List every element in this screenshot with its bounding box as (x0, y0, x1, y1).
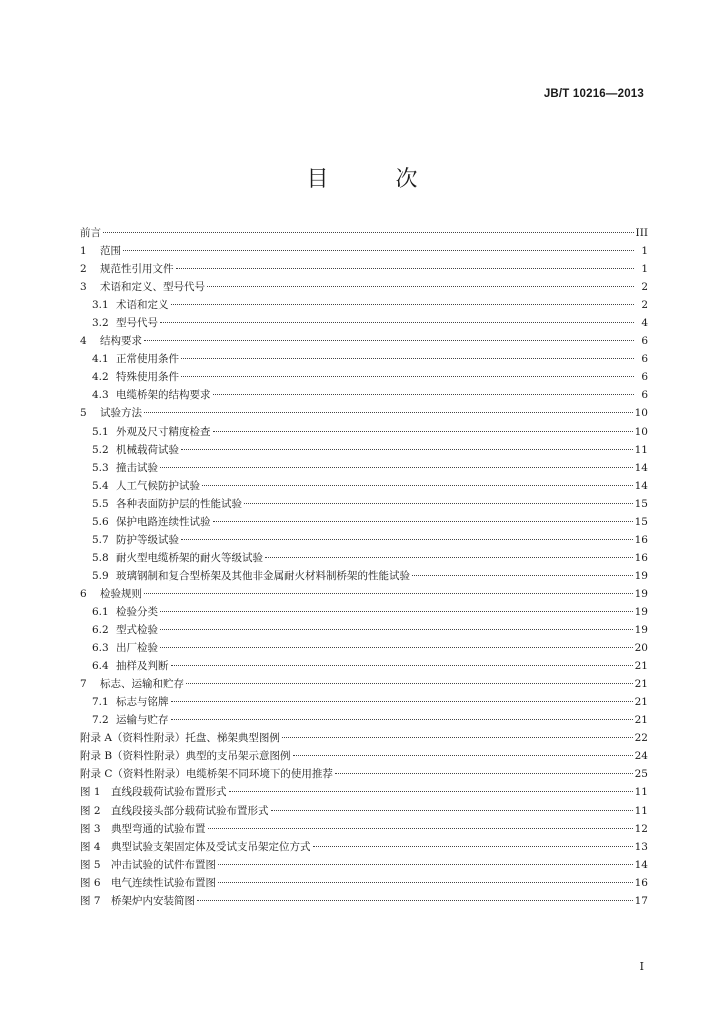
toc-entry-label: 图 4 典型试验支架固定体及受试支吊架定位方式 (80, 840, 311, 853)
toc-entry-label: 标志、运输和贮存 (100, 678, 184, 691)
toc-entry-page: 1 (641, 263, 648, 276)
toc-entry[interactable] (80, 531, 648, 549)
toc-entry-number: 4.3 (92, 389, 109, 402)
toc-dot-leader (218, 882, 633, 883)
toc-dot-leader (123, 250, 634, 251)
page-number: I (639, 960, 644, 973)
toc-entry-label: 特殊使用条件 (116, 371, 179, 384)
toc-entry[interactable] (80, 441, 648, 459)
toc-dot-leader (160, 322, 634, 323)
toc-entry-number: 3.2 (92, 317, 109, 330)
toc-entry-number: 2 (80, 263, 87, 276)
toc-entry-number: 4 (80, 335, 87, 348)
toc-entry-page: 21 (634, 678, 648, 691)
toc-entry-page: 16 (634, 551, 648, 564)
toc-dot-leader (103, 232, 634, 233)
toc-entry-label: 运输与贮存 (116, 714, 169, 727)
toc-dot-leader (171, 304, 635, 305)
toc-entry-label: 防护等级试验 (116, 533, 179, 546)
toc-entry[interactable] (80, 549, 648, 567)
toc-entry-label: 图 6 电气连续性试验布置图 (80, 876, 217, 889)
toc-entry-label: 检验分类 (116, 605, 158, 618)
toc-dot-leader (160, 611, 633, 612)
toc-entry[interactable] (80, 820, 648, 838)
toc-dot-leader (181, 449, 633, 450)
toc-dot-leader (160, 647, 633, 648)
toc-entry-label: 范围 (100, 245, 121, 258)
toc-entry-label: 附录 C（资料性附录）电缆桥架不同环境下的使用推荐 (80, 768, 333, 781)
toc-entry-number: 3.1 (92, 299, 109, 312)
toc-dot-leader (213, 521, 633, 522)
toc-entry-page: 24 (634, 750, 648, 763)
toc-entry[interactable] (80, 838, 648, 856)
toc-entry[interactable] (80, 296, 648, 314)
toc-entry-label: 附录 B（资料性附录）典型的支吊架示意图例 (80, 750, 291, 763)
toc-entry[interactable] (80, 856, 648, 874)
toc-entry-label: 前言 (80, 227, 101, 239)
toc-dot-leader (171, 665, 633, 666)
toc-entry-number: 5.1 (92, 425, 109, 438)
toc-entry-page: 2 (641, 299, 648, 312)
toc-dot-leader (160, 629, 633, 630)
toc-entry-page: 11 (634, 786, 648, 799)
toc-entry[interactable] (80, 729, 648, 747)
toc-entry-label: 附录 A（资料性附录）托盘、梯架典型图例 (80, 732, 280, 745)
toc-entry-page: 1 (641, 245, 648, 258)
toc-entry-number: 6.4 (92, 660, 109, 673)
toc-entry-label: 图 7 桥架炉内安装简图 (80, 894, 196, 907)
toc-dot-leader (171, 719, 633, 720)
toc-entry-label: 玻璃钢制和复合型桥架及其他非金属耐火材料制桥架的性能试验 (116, 569, 410, 582)
toc-entry-page: 6 (641, 335, 648, 348)
toc-entry-page: 20 (634, 642, 648, 655)
toc-entry[interactable] (80, 639, 648, 657)
toc-dot-leader (144, 340, 634, 341)
toc-entry[interactable] (80, 747, 648, 765)
toc-dot-leader (202, 485, 633, 486)
toc-entry-page: 6 (641, 371, 648, 384)
toc-entry[interactable] (80, 350, 648, 368)
toc-entry[interactable] (80, 513, 648, 531)
toc-entry[interactable] (80, 567, 648, 585)
toc-dot-leader (181, 376, 634, 377)
toc-entry-page: 16 (634, 876, 648, 889)
toc-entry-number: 6 (80, 587, 87, 600)
toc-entry-page: 16 (634, 533, 648, 546)
toc-entry[interactable] (80, 783, 648, 801)
toc-dot-leader (218, 864, 633, 865)
toc-entry-page: 14 (634, 479, 648, 492)
toc-entry-number: 6.3 (92, 642, 109, 655)
toc-entry[interactable] (80, 242, 648, 260)
toc-entry-page: 2 (641, 281, 648, 294)
toc-entry-page: 17 (634, 894, 648, 907)
toc-entry-page: 14 (634, 858, 648, 871)
toc-entry[interactable] (80, 765, 648, 783)
toc-entry-number: 3 (80, 281, 87, 294)
toc-entry-number: 4.2 (92, 371, 109, 384)
toc-entry-label: 图 5 冲击试验的试件布置图 (80, 858, 217, 871)
toc-entry[interactable] (80, 802, 648, 820)
toc-entry-number: 7 (80, 678, 87, 691)
toc-dot-leader (313, 846, 633, 847)
toc-entry-label: 标志与铭牌 (116, 696, 169, 709)
toc-dot-leader (335, 773, 633, 774)
toc-entry-page: 11 (634, 443, 648, 456)
toc-entry-page: 13 (634, 840, 648, 853)
toc-entry-number: 5.3 (92, 461, 109, 474)
toc-entry[interactable] (80, 278, 648, 296)
toc-dot-leader (207, 286, 634, 287)
toc-entry-number: 5.4 (92, 479, 109, 492)
toc-entry[interactable] (80, 585, 648, 603)
toc-entry-number: 1 (80, 245, 87, 258)
toc-entry-label: 电缆桥架的结构要求 (116, 389, 211, 402)
toc-entry-number: 5.2 (92, 443, 109, 456)
toc-entry-number: 5.8 (92, 551, 109, 564)
toc-entry[interactable] (80, 657, 648, 675)
toc-entry-page: 15 (634, 497, 648, 510)
toc-dot-leader (186, 683, 633, 684)
toc-entry-label: 图 1 直线段载荷试验布置形式 (80, 786, 227, 799)
toc-entry-label: 出厂检验 (116, 642, 158, 655)
toc-entry-label: 试验方法 (100, 407, 142, 420)
toc-entry-label: 检验规则 (100, 587, 142, 600)
toc-entry[interactable] (80, 404, 648, 422)
toc-entry[interactable] (80, 368, 648, 386)
toc-entry-number: 4.1 (92, 353, 109, 366)
toc-entry[interactable] (80, 459, 648, 477)
toc-entry-number: 7.2 (92, 714, 109, 727)
toc-entry-number: 6.1 (92, 605, 109, 618)
toc-entry[interactable] (80, 892, 648, 910)
toc-entry-number: 5.6 (92, 515, 109, 528)
toc-entry-label: 型号代号 (116, 317, 158, 330)
toc-entry-label: 术语和定义 (116, 299, 169, 312)
toc-entry[interactable] (80, 675, 648, 693)
toc-dot-leader (412, 575, 633, 576)
toc-entry[interactable] (80, 874, 648, 892)
toc-dot-leader (160, 467, 633, 468)
toc-dot-leader (181, 539, 633, 540)
toc-entry-label: 人工气候防护试验 (116, 479, 200, 492)
toc-entry[interactable] (80, 314, 648, 332)
toc-dot-leader (181, 358, 634, 359)
toc-dot-leader (171, 701, 633, 702)
toc-entry[interactable] (80, 693, 648, 711)
toc-entry-page: III (635, 227, 648, 239)
toc-dot-leader (229, 791, 633, 792)
toc-dot-leader (271, 810, 633, 811)
toc-entry-label: 规范性引用文件 (100, 263, 174, 276)
toc-entry-page: 21 (634, 660, 648, 673)
standard-code: JB/T 10216—2013 (543, 88, 644, 100)
toc-entry-number: 5.9 (92, 569, 109, 582)
toc-entry-label: 外观及尺寸精度检查 (116, 425, 211, 438)
toc-entry-label: 撞击试验 (116, 461, 158, 474)
toc-dot-leader (213, 431, 633, 432)
toc-dot-leader (144, 412, 633, 413)
toc-dot-leader (213, 394, 635, 395)
toc-entry-label: 保护电路连续性试验 (116, 515, 211, 528)
toc-entry[interactable] (80, 260, 648, 278)
toc-entry-page: 25 (634, 768, 648, 781)
toc-entry-page: 4 (641, 317, 648, 330)
toc-dot-leader (197, 900, 633, 901)
toc-entry-page: 19 (634, 605, 648, 618)
toc-entry[interactable] (80, 477, 648, 495)
toc-entry-page: 10 (634, 407, 648, 420)
toc-entry-label: 图 2 直线段接头部分载荷试验布置形式 (80, 804, 269, 817)
toc-entry-number: 5.5 (92, 497, 109, 510)
toc-entry-page: 10 (634, 425, 648, 438)
toc-entry-page: 14 (634, 461, 648, 474)
toc-dot-leader (144, 593, 633, 594)
toc-entry-number: 5 (80, 407, 87, 420)
toc-entry-page: 21 (634, 714, 648, 727)
toc-entry[interactable] (80, 332, 648, 350)
toc-entry-label: 机械载荷试验 (116, 443, 179, 456)
toc-entry-page: 19 (634, 569, 648, 582)
toc-entry-page: 22 (634, 732, 648, 745)
toc-entry[interactable] (80, 386, 648, 404)
toc-entry-page: 19 (634, 587, 648, 600)
toc-dot-leader (265, 557, 633, 558)
toc-entry-number: 5.7 (92, 533, 109, 546)
toc-entry[interactable] (80, 603, 648, 621)
toc-entry-page: 11 (634, 804, 648, 817)
toc-entry-page: 6 (641, 353, 648, 366)
toc-entry[interactable] (80, 621, 648, 639)
toc-entry-number: 7.1 (92, 696, 109, 709)
toc-entry-label: 抽样及判断 (116, 660, 169, 673)
toc-entry-label: 图 3 典型弯通的试验布置 (80, 822, 206, 835)
toc-entry-page: 12 (634, 822, 648, 835)
toc-entry[interactable] (80, 711, 648, 729)
toc-entry-label: 型式检验 (116, 624, 158, 637)
toc-entry-label: 耐火型电缆桥架的耐火等级试验 (116, 551, 263, 564)
toc-entry-page: 15 (634, 515, 648, 528)
toc-dot-leader (244, 503, 633, 504)
toc-entry-label: 各种表面防护层的性能试验 (116, 497, 242, 510)
toc-entry-page: 6 (641, 389, 648, 402)
toc-entry-label: 正常使用条件 (116, 353, 179, 366)
toc-dot-leader (176, 268, 635, 269)
toc-entry[interactable] (80, 224, 648, 242)
toc-entry-number: 6.2 (92, 624, 109, 637)
table-of-contents (80, 224, 648, 910)
page-title: 目 次 (306, 167, 448, 192)
toc-entry-page: 21 (634, 696, 648, 709)
toc-entry-label: 术语和定义、型号代号 (100, 281, 205, 294)
toc-entry[interactable] (80, 495, 648, 513)
toc-dot-leader (293, 755, 633, 756)
toc-entry-label: 结构要求 (100, 335, 142, 348)
toc-dot-leader (282, 737, 633, 738)
toc-entry-page: 19 (634, 624, 648, 637)
toc-entry[interactable] (80, 423, 648, 441)
toc-dot-leader (208, 828, 633, 829)
